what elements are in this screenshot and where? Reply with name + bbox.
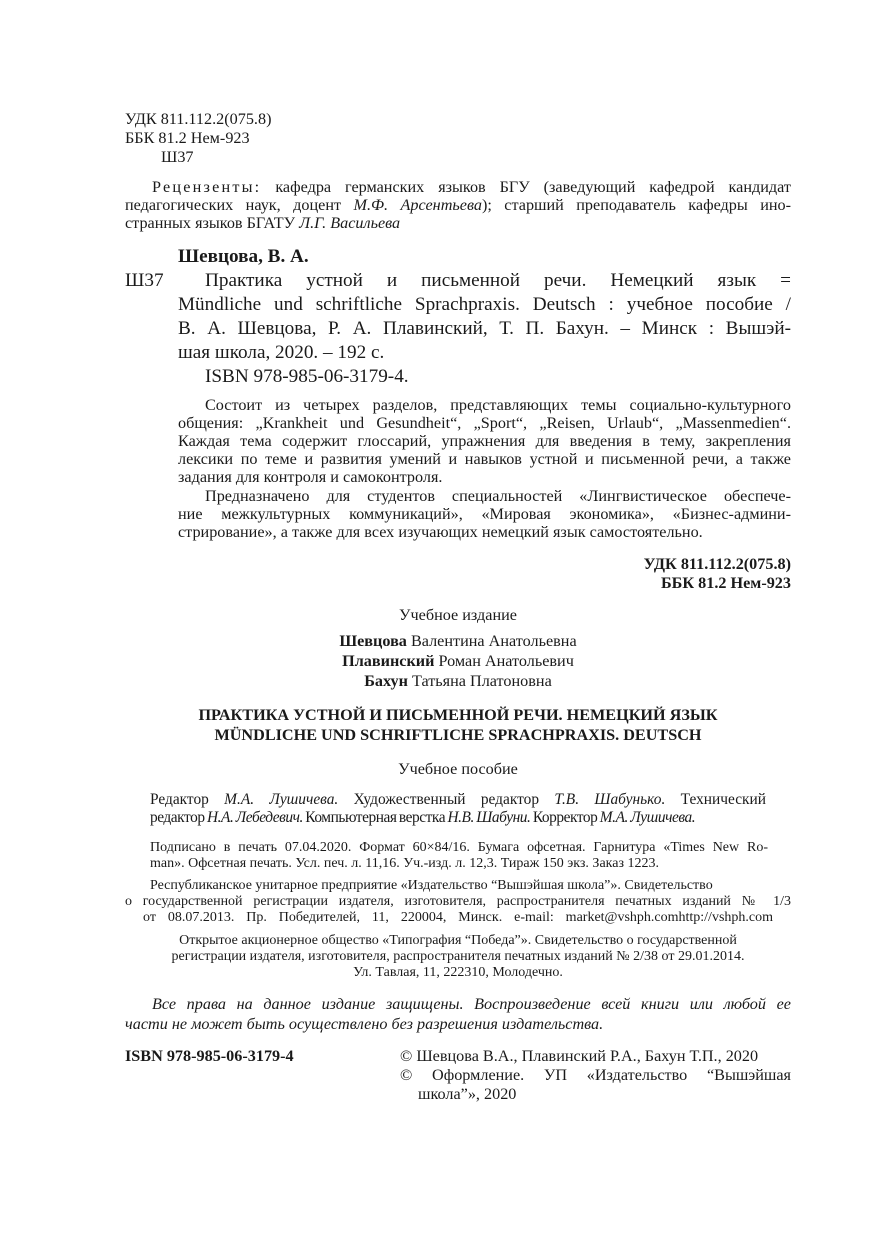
- bbk-code-bold: ББК 81.2 Нем-923: [660, 574, 791, 592]
- abstract-line: стрирование», а также для всех изучающих немецкий язык самостоятельно.: [178, 523, 703, 541]
- printer-line: Открытое акционерное общество «Типография “Победа”». Свидетельство о государственной: [179, 933, 737, 948]
- copyright-line: © Шевцова В.А., Плавинский Р.А., Бахун Т.П., 2020: [400, 1047, 759, 1065]
- author-full-name: Плавинский Роман Анатольевич: [342, 652, 574, 670]
- abstract-line: задания для контроля и самоконтроля.: [178, 468, 443, 486]
- bib-title-line-1: Практика устной и письменной речи. Немецкий язык =: [205, 270, 791, 291]
- abstract-line: Состоит из четырех разделов, представляющих темы социально-культурного: [205, 396, 791, 414]
- author-mark: Ш37: [161, 148, 194, 166]
- reviewer-name: Л.Г. Васильева: [299, 214, 401, 232]
- bbk-code: ББК 81.2 Нем-923: [125, 129, 250, 147]
- abstract-line: Каждая тема содержит глоссарий, упражнения для введения в тему, закрепления: [178, 432, 791, 450]
- publisher-line: о государственной регистрации издателя, изготовителя, распространителя печатных изданий № 1/3: [125, 894, 791, 909]
- udk-code-bold: УДК 811.112.2(075.8): [643, 555, 791, 573]
- publisher-line: от 08.07.2013. Пр. Победителей, 11, 220004, Минск. e-mail: market@vshph.comhttp://vshph.com: [143, 910, 773, 925]
- copyright-line: © Оформление. УП «Издательство “Вышэйшая: [400, 1066, 791, 1084]
- print-info-line: man». Офсетная печать. Усл. печ. л. 11,16. Уч.-изд. л. 12,3. Тираж 150 экз. Заказ 1223.: [150, 856, 659, 871]
- author-full-name: Бахун Татьяна Платоновна: [364, 672, 552, 690]
- abstract-line: общения: „Krankheit und Gesundheit“, „Sport“, „Reisen, Urlaub“, „Massenmedien“.: [178, 414, 791, 432]
- bib-mark: Ш37: [125, 270, 164, 291]
- isbn-bold: ISBN 978-985-06-3179-4: [125, 1047, 294, 1065]
- book-title-de: MÜNDLICHE UND SCHRIFTLICHE SPRACHPRAXIS. DEUTSCH: [214, 726, 702, 744]
- book-type: Учебное пособие: [398, 760, 518, 778]
- editors-line-2: редактор Н.А. Лебедевич. Компьютерная верстка Н.В. Шабуни. Корректор М.А. Лушичева.: [150, 809, 696, 826]
- rights-notice-line: Все права на данное издание защищены. Воспроизведение всей книги или любой ее: [152, 995, 791, 1013]
- bib-title-line-3: В. А. Шевцова, Р. А. Плавинский, Т. П. Бахун. – Минск : Вышэй-: [178, 318, 791, 339]
- abstract-line: Предназначено для студентов специальностей «Лингвистическое обеспече-: [205, 487, 791, 505]
- copyright-line: школа”», 2020: [418, 1085, 517, 1103]
- bib-author: Шевцова, В. А.: [178, 246, 309, 267]
- reviewers-line-2: педагогических наук, доцент М.Ф. Арсентьева); старший преподаватель кафедры ино-: [125, 196, 792, 214]
- abstract-line: ние межкультурных коммуникаций», «Мировая экономика», «Бизнес-админи-: [178, 505, 791, 523]
- print-info-line: Подписано в печать 07.04.2020. Формат 60×84/16. Бумага офсетная. Гарнитура «Times New Ro-: [150, 840, 768, 855]
- printer-line: Ул. Тавлая, 11, 222310, Молодечно.: [353, 965, 563, 980]
- abstract-line: лексики по теме и развития умений и навыков устной и письменной речи, а также: [178, 450, 791, 468]
- bib-title-line-2: Mündliche und schriftliche Sprachpraxis. Deutsch : учебное пособие /: [178, 294, 791, 315]
- reviewers-label: Рецензенты:: [152, 178, 262, 196]
- author-full-name: Шевцова Валентина Анатольевна: [339, 632, 577, 650]
- editors-line-1: Редактор М.А. Лушичева. Художественный редактор Т.В. Шабунько. Технический: [150, 791, 766, 808]
- book-title-ru: ПРАКТИКА УСТНОЙ И ПИСЬМЕННОЙ РЕЧИ. НЕМЕЦКИЙ ЯЗЫК: [198, 706, 718, 724]
- edition-type: Учебное издание: [399, 606, 517, 624]
- rights-notice-line: части не может быть осуществлено без разрешения издательства.: [125, 1015, 604, 1033]
- udk-code: УДК 811.112.2(075.8): [125, 110, 272, 128]
- reviewer-name: М.Ф. Арсентьева: [353, 196, 482, 214]
- publisher-line: Республиканское унитарное предприятие «Издательство “Вышэйшая школа”». Свидетельство: [150, 878, 713, 893]
- printer-line: регистрации издателя, изготовителя, распространителя печатных изданий № 2/38 от 29.01.2014.: [171, 949, 745, 964]
- bib-isbn: ISBN 978-985-06-3179-4.: [205, 366, 409, 387]
- bib-title-line-4: шая школа, 2020. – 192 с.: [178, 342, 385, 363]
- reviewers-line-1: Рецензенты: кафедра германских языков БГУ (заведующий кафедрой кандидат: [152, 178, 791, 196]
- reviewers-line-3: странных языков БГАТУ Л.Г. Васильева: [125, 214, 401, 232]
